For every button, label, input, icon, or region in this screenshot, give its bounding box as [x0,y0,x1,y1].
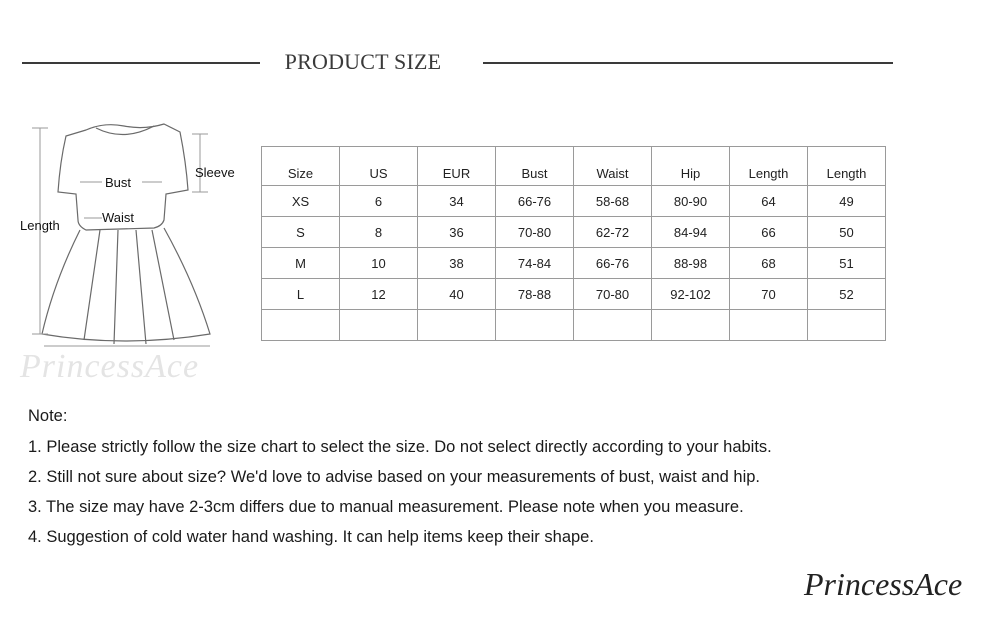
cell-bust: 66-76 [496,186,574,217]
cell-us: 12 [340,279,418,310]
cell-bust: 70-80 [496,217,574,248]
cell-length: 64 [730,186,808,217]
cell-bust: 78-88 [496,279,574,310]
page-title: PRODUCT SIZE [284,49,442,74]
table-row [262,279,886,310]
note-line: 4. Suggestion of cold water hand washing. It can help items keep their shape. [28,528,594,546]
table-row [262,186,886,217]
notes-title: Note: [28,407,68,425]
cell-waist: 66-76 [574,248,652,279]
cell-hip: 92-102 [652,279,730,310]
cell-hip: 80-90 [652,186,730,217]
dress-diagram [14,112,254,372]
cell-eur: 38 [418,248,496,279]
brand-logo: PrincessAce [804,566,963,602]
cell-waist: 62-72 [574,217,652,248]
header-us: US [340,147,418,186]
cell-size: S [262,217,340,248]
cell-eur: 34 [418,186,496,217]
cell-waist: 70-80 [574,279,652,310]
cell-hip: 88-98 [652,248,730,279]
cell-length-2: 51 [808,248,886,279]
cell-length-2: 52 [808,279,886,310]
table-row-empty [262,310,886,341]
header-hip: Hip [652,147,730,186]
watermark-logo: PrincessAce [20,348,200,385]
note-line: 1. Please strictly follow the size chart to select the size. Do not select directly according to your habits. [28,438,772,456]
header-waist: Waist [574,147,652,186]
cell-size: L [262,279,340,310]
header-length-2: Length [808,147,886,186]
notes-section [28,407,772,558]
note-line: 3. The size may have 2-3cm differs due to manual measurement. Please note when you measure. [28,498,744,516]
size-table [261,146,886,341]
header-length: Length [730,147,808,186]
cell-length-2: 49 [808,186,886,217]
cell-us: 6 [340,186,418,217]
cell-bust: 74-84 [496,248,574,279]
cell-length: 68 [730,248,808,279]
label-length: Length [20,218,60,233]
cell-size: XS [262,186,340,217]
cell-us: 8 [340,217,418,248]
label-bust: Bust [105,175,132,190]
cell-length: 66 [730,217,808,248]
cell-length: 70 [730,279,808,310]
header-bust: Bust [496,147,574,186]
table-header-row [262,147,886,186]
cell-length-2: 50 [808,217,886,248]
table-row [262,217,886,248]
cell-size: M [262,248,340,279]
header-eur: EUR [418,147,496,186]
note-line: 2. Still not sure about size? We'd love to advise based on your measurements of bust, waist and hip. [28,468,761,486]
cell-us: 10 [340,248,418,279]
header-size: Size [262,147,340,186]
label-waist: Waist [102,210,135,225]
cell-waist: 58-68 [574,186,652,217]
title-rule-left [22,62,260,64]
title-rule-right [483,62,893,64]
cell-eur: 40 [418,279,496,310]
cell-hip: 84-94 [652,217,730,248]
label-sleeve: Sleeve [195,165,235,180]
table-row [262,248,886,279]
cell-eur: 36 [418,217,496,248]
